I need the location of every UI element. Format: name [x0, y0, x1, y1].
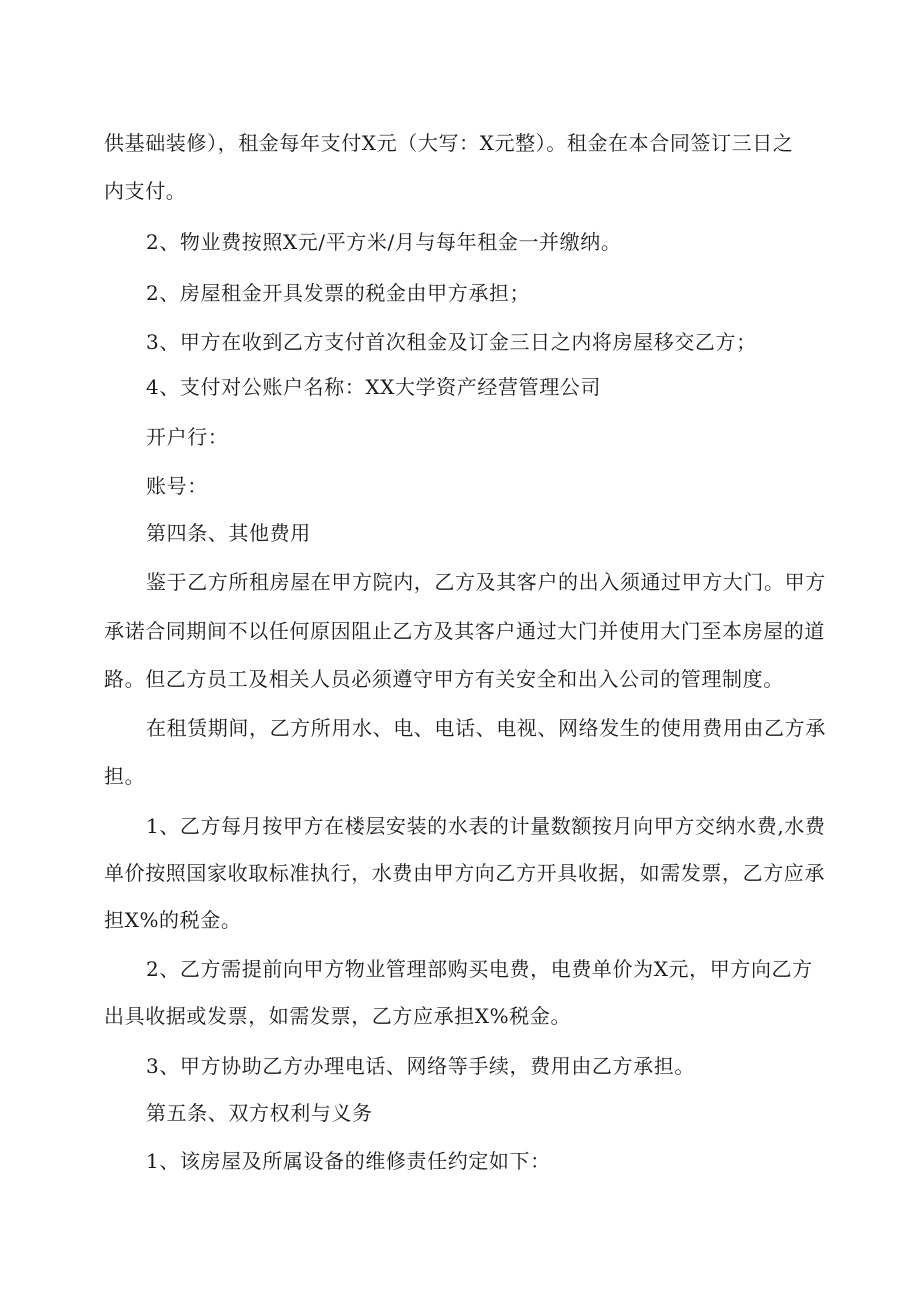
text-line: 担。 [104, 764, 146, 788]
text-line: 出具收据或发票，如需发票，乙方应承担X%税金。 [104, 1004, 572, 1028]
text-line: 1、该房屋及所属设备的维修责任约定如下： [146, 1149, 551, 1173]
text-line: 路。但乙方员工及相关人员必须遵守甲方有关安全和出入公司的管理制度。 [104, 667, 784, 691]
text-line: 2、物业费按照X元/平方米/月与每年租金一并缴纳。 [146, 230, 622, 254]
text-line: 内支付。 [104, 179, 187, 203]
text-line: 担X%的税金。 [104, 908, 242, 932]
text-line: 鉴于乙方所租房屋在甲方院内，乙方及其客户的出入须通过甲方大门。甲方 [146, 570, 826, 594]
text-line: 2、乙方需提前向甲方物业管理部购买电费，电费单价为X元，甲方向乙方 [146, 957, 813, 981]
text-line: 3、甲方协助乙方办理电话、网络等手续，费用由乙方承担。 [146, 1054, 695, 1078]
text-line: 账号： [146, 474, 208, 498]
section-heading: 第四条、其他费用 [146, 521, 311, 545]
text-line: 承诺合同期间不以任何原因阻止乙方及其客户通过大门并使用大门至本房屋的道 [104, 619, 825, 643]
text-line: 2、房屋租金开具发票的税金由甲方承担； [146, 281, 531, 305]
text-line: 3、甲方在收到乙方支付首次租金及订金三日之内将房屋移交乙方； [146, 330, 757, 354]
text-line: 在租赁期间，乙方所用水、电、电话、电视、网络发生的使用费用由乙方承 [146, 716, 826, 740]
text-line: 1、乙方每月按甲方在楼层安装的水表的计量数额按月向甲方交纳水费,水费 [146, 814, 826, 838]
section-heading: 第五条、双方权利与义务 [146, 1101, 373, 1125]
text-line: 单价按照国家收取标准执行，水费由甲方向乙方开具收据，如需发票，乙方应承 [104, 861, 825, 885]
text-line: 4、支付对公账户名称：XX大学资产经营管理公司 [146, 375, 602, 399]
text-line: 开户行： [146, 425, 229, 449]
text-line: 供基础装修），租金每年支付X元（大写：X元整）。租金在本合同签订三日之 [104, 131, 794, 155]
